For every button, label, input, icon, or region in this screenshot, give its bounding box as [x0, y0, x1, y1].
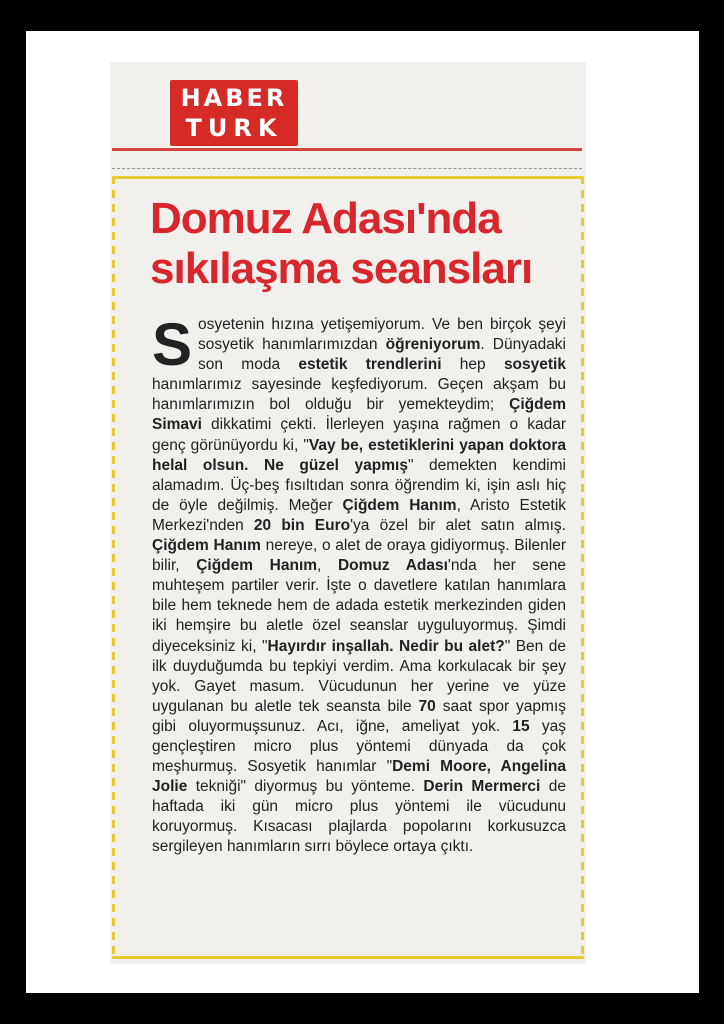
- headline-line1: Domuz Adası'nda: [150, 194, 501, 243]
- article-bold-text: Domuz Adası: [337, 557, 448, 575]
- article-text: hep: [441, 356, 504, 374]
- article-bold-text: sosyetik: [503, 356, 566, 374]
- article-text: ,: [317, 557, 338, 575]
- article-bold-text: 70: [418, 697, 436, 715]
- article-text: tekniği" diyormuş bu yönteme.: [187, 778, 424, 796]
- article-body: [152, 311, 567, 858]
- logo-line1: HABER: [180, 84, 288, 112]
- article-headline: [150, 194, 570, 294]
- article-text: . Dünyadaki son moda: [198, 336, 567, 374]
- header-rule: [112, 148, 582, 151]
- drop-cap: S: [152, 311, 193, 378]
- headline-line2: sıkılaşma seansları: [150, 244, 533, 293]
- article-text: de haftada iki gün micro plus yöntemi ile vücudunu koruyormuş. Kısacası plajlarda popolarını korkusuzca sergileyen hanımların sırrı böylece ortaya çıktı.: [152, 778, 566, 856]
- article-bold-text: öğreniyorum: [385, 336, 481, 354]
- logo-line2: TURK: [185, 114, 283, 142]
- haberturk-logo: [170, 80, 298, 146]
- article-bold-text: Çiğdem Hanım: [342, 496, 457, 514]
- article-text: dikkatimi çekti. İlerleyen yaşına rağmen o kadar genç görünüyordu ki, ": [152, 416, 566, 454]
- article-bold-text: estetik trendlerini: [298, 356, 442, 374]
- frame-left-border: [112, 176, 115, 959]
- article-bold-text: 15: [512, 717, 530, 735]
- article-text: saat spor yapmış gibi oluyormuşsunuz. Acı, iğne, ameliyat yok.: [152, 697, 567, 735]
- dashed-divider: [112, 168, 582, 169]
- article-bold-text: Çiğdem Hanım: [152, 537, 261, 555]
- article-text: , Aristo Estetik Merkezi'nden: [152, 496, 567, 534]
- article-bold-text: Derin Mermerci: [423, 778, 541, 796]
- frame-bottom-border: [112, 956, 584, 959]
- article-text: hanımlarımız sayesinde keşfediyorum. Geçen akşam bu hanımlarımızın bol olduğu bir yemekteydim;: [152, 376, 566, 414]
- article-bold-text: Demi Moore, Angelina Jolie: [152, 758, 566, 796]
- article-bold-text: Hayırdır inşallah. Nedir bu alet?: [267, 637, 505, 655]
- frame-right-border: [581, 176, 584, 959]
- frame-top-border: [112, 176, 584, 179]
- article-text: 'nda her sene muhteşem partiler verir. İşte o davetlere katılan hanımlara bile hem teknede hem de adada estetik merkezinden giden iki hemşire bu aletle özel seanslar uyguluyormuş. Şimdi diyeceksiniz ki, ": [152, 557, 566, 655]
- article-bold-text: 20 bin Euro: [253, 516, 351, 534]
- article-bold-text: Çiğdem Hanım: [196, 557, 318, 575]
- article-bold-text: Çiğdem Simavi: [152, 396, 566, 434]
- article-text: yaş gençleştiren micro plus yöntemi dünyada da çok meşhurmuş. Sosyetik hanımlar ": [152, 717, 566, 776]
- article-text: " demekten kendimi alamadım. Üç-beş fısıltıdan sonra öğrendim ki, işin aslı hiç de öyle değilmiş. Meğer: [152, 456, 566, 514]
- article-text: 'ya özel bir alet satın almış.: [350, 516, 566, 534]
- article-bold-text: Vay be, estetiklerini yapan doktora helal olsun. Ne güzel yapmış: [152, 436, 566, 474]
- article-text: osyetenin hızına yetişemiyorum. Ve ben birçok şeyi sosyetik hanımlarımızdan: [198, 316, 566, 354]
- article-text: nereye, o alet de oraya gidiyormuş. Bilenler bilir,: [152, 537, 566, 575]
- article-text: " Ben de ilk duyduğumda bu tepkiyi verdim. Ama korkulacak bir şey yok. Gayet masum. Vücudunun her yerine ve yüze uygulanan bu aletle tek seansta bile: [152, 637, 566, 715]
